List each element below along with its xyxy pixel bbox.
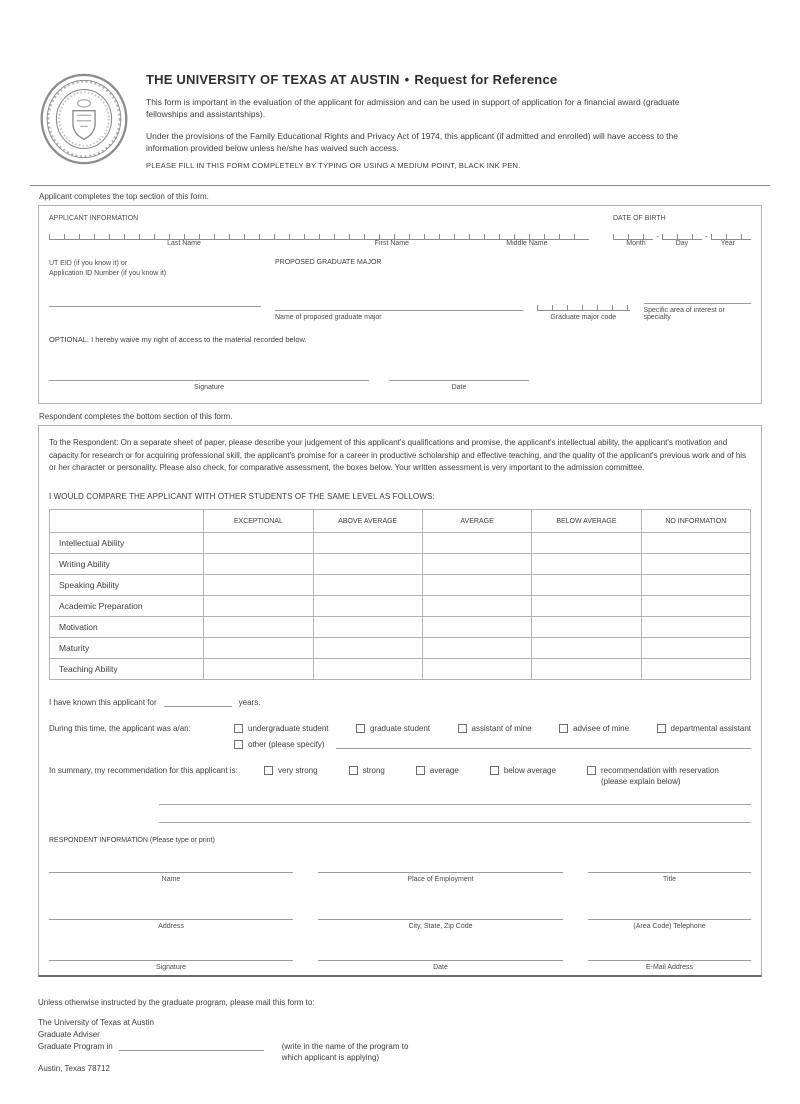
rating-cell[interactable] [313,617,422,638]
graduate-major-code-comb-field[interactable] [537,303,629,311]
column-header-no-information: NO INFORMATION [641,510,750,533]
compare-heading: I WOULD COMPARE THE APPLICANT WITH OTHER STUDENTS OF THE SAME LEVEL AS FOLLOWS: [49,492,435,502]
rating-cell[interactable] [313,638,422,659]
rating-cell[interactable] [204,659,313,680]
dob-month-label: Month [626,240,646,248]
university-seal-icon [38,70,130,168]
checkbox-departmental-assistant[interactable] [657,724,666,733]
telephone-label: (Area Code) Telephone [633,923,706,931]
email-address-label: E-Mail Address [645,964,694,972]
checkbox-label: recommendation with reservation [600,766,719,776]
rating-cell[interactable] [422,575,531,596]
rating-cell[interactable] [204,575,313,596]
last-name-label: Last Name [167,240,201,248]
checkbox-label: very strong [278,766,318,776]
checkbox-below-average[interactable] [490,766,499,775]
ut-eid-field[interactable] [49,296,261,307]
known-applicant-suffix: years. [238,698,261,708]
rating-cell[interactable] [532,596,641,617]
checkbox-label: average [429,766,459,776]
middle-name-label: Middle Name [506,240,548,248]
rating-cell[interactable] [422,533,531,554]
graduate-program-name-field[interactable] [119,1041,264,1051]
row-label-academic-preparation: Academic Preparation [50,596,204,617]
specialty-field[interactable] [644,293,752,304]
row-label-maturity: Maturity [50,638,204,659]
checkbox-undergraduate-student[interactable] [234,724,243,733]
row-label-motivation: Motivation [50,617,204,638]
intro-paragraph-1: This form is important in the evaluation of the applicant for admission and can be used in support of application for a financial award (graduate fellowships and assistantships). [146,97,680,120]
email-address-field[interactable] [588,948,751,961]
rating-cell[interactable] [422,617,531,638]
known-applicant-prefix: I have known this applicant for [49,698,157,708]
explanation-line-2[interactable] [159,822,751,823]
checkbox-label: below average [503,766,556,776]
checkbox-other[interactable] [234,740,243,749]
table-row [50,617,751,638]
summary-recommendation-label: In summary, my recommendation for this applicant is: [49,766,238,776]
rating-cell[interactable] [641,638,750,659]
rating-cell[interactable] [422,596,531,617]
respondent-name-label: Name [161,876,181,884]
form-title: Request for Reference [414,72,558,87]
ut-eid-label-line1: UT EID (if you know it) or [49,260,128,268]
rating-cell[interactable] [532,533,641,554]
program-note-line-2: which applicant is applying) [281,1053,380,1063]
row-label-teaching-ability: Teaching Ability [50,659,204,680]
rating-cell[interactable] [422,638,531,659]
waiver-statement: OPTIONAL: I hereby waive my right of access to the material recorded below. [49,335,307,345]
telephone-field[interactable] [588,907,751,920]
graduate-major-code-label: Graduate major code [550,314,617,322]
checkbox-sublabel: (please explain below) [600,776,681,786]
rating-cell[interactable] [204,638,313,659]
place-of-employment-label: Place of Employment [407,876,474,884]
row-label-speaking-ability: Speaking Ability [50,575,204,596]
applicant-section-instruction: Applicant completes the top section of this form. [39,192,209,202]
table-row [50,659,751,680]
column-header-above-average: ABOVE AVERAGE [313,510,422,533]
date-of-birth-comb-field[interactable] [613,232,751,240]
respondent-section-instruction: Respondent completes the bottom section of this form. [39,412,233,422]
rating-cell[interactable] [313,575,422,596]
mail-address-line-2: Graduate Adviser [38,1030,100,1040]
title-separator: • [404,72,410,87]
row-label-intellectual-ability: Intellectual Ability [50,533,204,554]
column-header-exceptional: EXCEPTIONAL [204,510,313,533]
rating-cell[interactable] [422,554,531,575]
applicant-signature-field[interactable] [49,368,369,381]
respondent-box [38,425,762,977]
applicant-name-comb-field[interactable] [49,232,589,240]
other-specify-field[interactable] [336,740,751,749]
respondent-signature-label: Signature [156,964,186,972]
rating-header-row [50,510,751,533]
date-of-birth-heading: DATE OF BIRTH [613,215,666,223]
mailing-footer [38,997,762,1075]
rating-cell[interactable] [313,596,422,617]
graduate-program-prefix: Graduate Program in [38,1042,113,1052]
table-row [50,554,751,575]
years-known-field[interactable] [164,698,232,707]
rating-cell[interactable] [204,596,313,617]
mail-address-line-4: Austin, Texas 78712 [38,1064,110,1074]
table-row [50,596,751,617]
checkbox-label: assistant of mine [471,724,532,734]
rating-cell[interactable] [641,596,750,617]
dob-month-comb[interactable] [613,232,653,240]
respondent-name-field[interactable] [49,860,293,873]
checkbox-label: undergraduate student [248,724,329,734]
rating-cell[interactable] [641,659,750,680]
mail-instruction: Unless otherwise instructed by the graduate program, please mail this form to: [38,998,315,1008]
intro-paragraph-3: PLEASE FILL IN THIS FORM COMPLETELY BY TYPING OR USING A MEDIUM POINT, BLACK INK PEN. [146,161,521,171]
rating-cell[interactable] [641,554,750,575]
rating-cell[interactable] [313,659,422,680]
form-page [0,70,800,1104]
respondent-date-field[interactable] [318,948,563,961]
respondent-date-label: Date [433,964,448,972]
during-time-label: During this time, the applicant was a/an: [49,724,191,734]
specialty-label: Specific area of interest or specialty [643,307,725,322]
intro-paragraph-2: Under the provisions of the Family Educational Rights and Privacy Act of 1974, this applicant (if admitted and enrolled) will have access to the information provided below unless he/she has waived such access. [146,130,679,153]
rating-cell[interactable] [532,554,641,575]
dob-dash: - [656,232,659,242]
checkbox-very-strong[interactable] [264,766,273,775]
checkbox-label: departmental assistant [670,724,751,734]
dob-day-comb[interactable] [662,232,702,240]
page-title [146,72,706,87]
checkbox-assistant-of-mine[interactable] [458,724,467,733]
checkbox-graduate-student[interactable] [356,724,365,733]
rating-cell[interactable] [422,659,531,680]
dob-dash: - [705,232,708,242]
applicant-information-heading: APPLICANT INFORMATION [49,215,139,223]
city-state-zip-field[interactable] [318,907,563,920]
rating-cell[interactable] [641,533,750,554]
rating-corner-cell [50,510,204,533]
respondent-signature-field[interactable] [49,948,293,961]
checkbox-recommendation-with-reservation[interactable] [587,766,596,775]
table-row [50,638,751,659]
address-label: Address [158,923,184,931]
header-divider [30,185,770,186]
form-header [38,70,762,172]
checkbox-strong[interactable] [349,766,358,775]
rating-cell[interactable] [532,659,641,680]
rating-cell[interactable] [204,554,313,575]
dob-year-label: Year [720,240,735,248]
proposed-graduate-major-heading: PROPOSED GRADUATE MAJOR [275,259,382,267]
respondent-intro-paragraph: To the Respondent: On a separate sheet of paper, please describe your judgement of this applicant's qualifications and promise, the applicant's intellectual ability, the applicant's motivation and capacity for research or for acquiring professional skill, the applicant's promise for a career in productive scholarship and effective teaching, and the quality of the applicant's previous work and of his or her character or personality. Please also check, for comparative assessment, the boxes below. Your written assessment is very important to the admission committee. [49,438,747,472]
rating-cell[interactable] [204,617,313,638]
rating-cell[interactable] [532,638,641,659]
row-label-writing-ability: Writing Ability [50,554,204,575]
first-name-label: First Name [374,240,410,248]
ut-eid-label-line2: Application ID Number (if you know it) [49,270,167,278]
respondent-information-heading: RESPONDENT INFORMATION (Please type or print) [49,837,215,845]
title-field[interactable] [588,860,751,873]
rating-table [49,509,751,680]
column-header-average: AVERAGE [422,510,531,533]
checkbox-label: strong [362,766,385,776]
program-note-line-1: (write in the name of the program to [281,1042,409,1052]
rating-cell[interactable] [532,575,641,596]
checkbox-label: other (please specify) [248,740,325,750]
applicant-signature-label: Signature [194,384,224,392]
graduate-major-name-field[interactable] [275,300,523,311]
table-row [50,575,751,596]
rating-cell[interactable] [204,533,313,554]
applicant-date-label: Date [451,384,467,392]
address-field[interactable] [49,907,293,920]
dob-year-comb[interactable] [711,232,751,240]
column-header-below-average: BELOW AVERAGE [532,510,641,533]
explanation-line-1[interactable] [159,804,751,805]
graduate-major-name-label: Name of proposed graduate major [275,314,382,322]
rating-cell[interactable] [532,617,641,638]
checkbox-average[interactable] [416,766,425,775]
checkbox-advisee-of-mine[interactable] [559,724,568,733]
rating-cell[interactable] [641,617,750,638]
checkbox-label: advisee of mine [573,724,630,734]
table-row [50,533,751,554]
rating-cell[interactable] [313,554,422,575]
applicant-date-field[interactable] [389,368,529,381]
university-name: THE UNIVERSITY OF TEXAS AT AUSTIN [146,72,400,87]
dob-day-label: Day [675,240,689,248]
checkbox-label: graduate student [369,724,431,734]
rating-cell[interactable] [313,533,422,554]
title-label: Title [663,876,676,884]
place-of-employment-field[interactable] [318,860,563,873]
city-state-zip-label: City, State, Zip Code [408,923,473,931]
mail-address-line-1: The University of Texas at Austin [38,1018,154,1028]
rating-cell[interactable] [641,575,750,596]
applicant-box [38,205,762,404]
